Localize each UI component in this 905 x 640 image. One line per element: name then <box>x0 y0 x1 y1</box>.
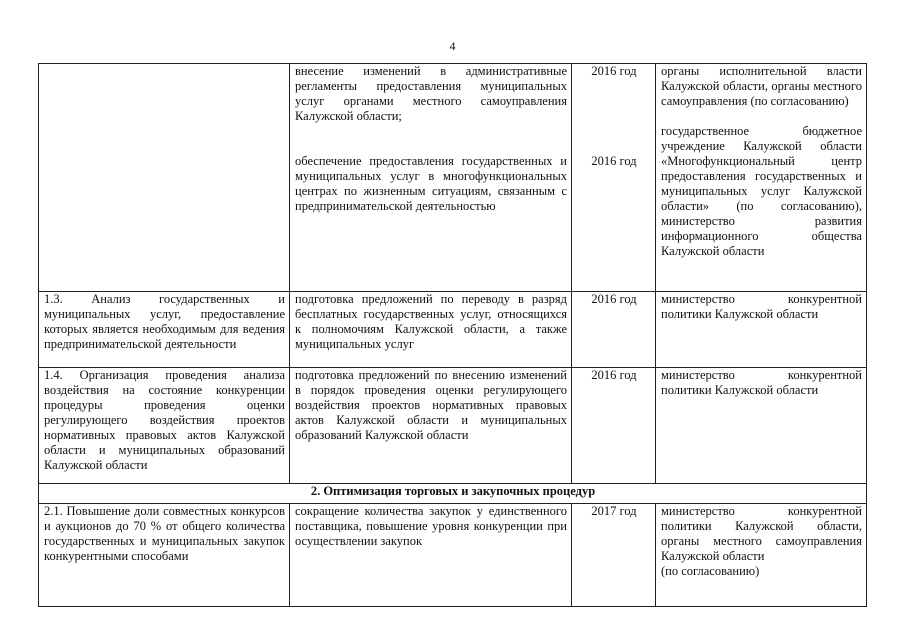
table-row <box>39 368 867 484</box>
date-text: 2016 год <box>591 154 637 168</box>
action-plan-table <box>38 63 867 607</box>
item-cell-empty <box>39 64 290 292</box>
measure-text: обеспечение предоставления государственных и муниципальных услуг в многофункциональных центрах по жизненным ситуациям, связанным с предпринимательской деятельностью <box>295 154 567 213</box>
table-row <box>39 292 867 368</box>
date-cell <box>572 64 656 292</box>
executor-cell <box>656 64 867 292</box>
date-cell: 2016 год <box>572 368 656 484</box>
section-title: 2. Оптимизация торговых и закупочных процедур <box>39 484 867 504</box>
executor-cell <box>656 504 867 607</box>
executor-text: органы исполнительной власти Калужской области, органы местного самоуправления (по согласованию) <box>661 64 862 108</box>
executor-cell: министерство конкурентной политики Калужской области <box>656 292 867 368</box>
page-number: 4 <box>449 39 456 53</box>
date-cell: 2017 год <box>572 504 656 607</box>
table-row <box>39 64 867 292</box>
date-text: 2016 год <box>591 64 637 78</box>
item-cell: 1.3. Анализ государственных и муниципальных услуг, предоставление которых является необходимым для ведения предпринимательской деятельности <box>39 292 290 368</box>
executor-text: государственное бюджетное учреждение Калужской области «Многофункциональный центр предоставления государственных и муниципальных услуг Калужской области» (по согласованию), министерство развития информационного общества Калужской области <box>661 124 862 258</box>
measure-cell: подготовка предложений по внесению изменений в порядок проведения оценки регулирующего воздействия проектов нормативных правовых актов Калужской области и муниципальных образований Калужской области <box>290 368 572 484</box>
measure-text: внесение изменений в административные регламенты предоставления муниципальных услуг органами местного самоуправления Калужской области; <box>295 64 567 123</box>
executor-text: министерство конкурентной политики Калужской области, органы местного самоуправления Калужской области <box>661 504 862 563</box>
section-header-row <box>39 484 867 504</box>
item-cell: 1.4. Организация проведения анализа воздействия на состояние конкуренции процедуры проведения оценки регулирующего воздействия проектов нормативных правовых актов Калужской области и муниципальных образований Калужской области <box>39 368 290 484</box>
executor-note: (по согласованию) <box>661 564 760 578</box>
item-cell: 2.1. Повышение доли совместных конкурсов и аукционов до 70 % от общего количества государственных и муниципальных закупок конкурентными способами <box>39 504 290 607</box>
measure-cell <box>290 64 572 292</box>
table-row <box>39 504 867 607</box>
executor-cell: министерство конкурентной политики Калужской области <box>656 368 867 484</box>
date-cell: 2016 год <box>572 292 656 368</box>
measure-cell: подготовка предложений по переводу в разряд бесплатных государственных услуг, относящихся к полномочиям Калужской области, а также муниципальных услуг <box>290 292 572 368</box>
measure-cell: сокращение количества закупок у единственного поставщика, повышение уровня конкуренции при осуществлении закупок <box>290 504 572 607</box>
